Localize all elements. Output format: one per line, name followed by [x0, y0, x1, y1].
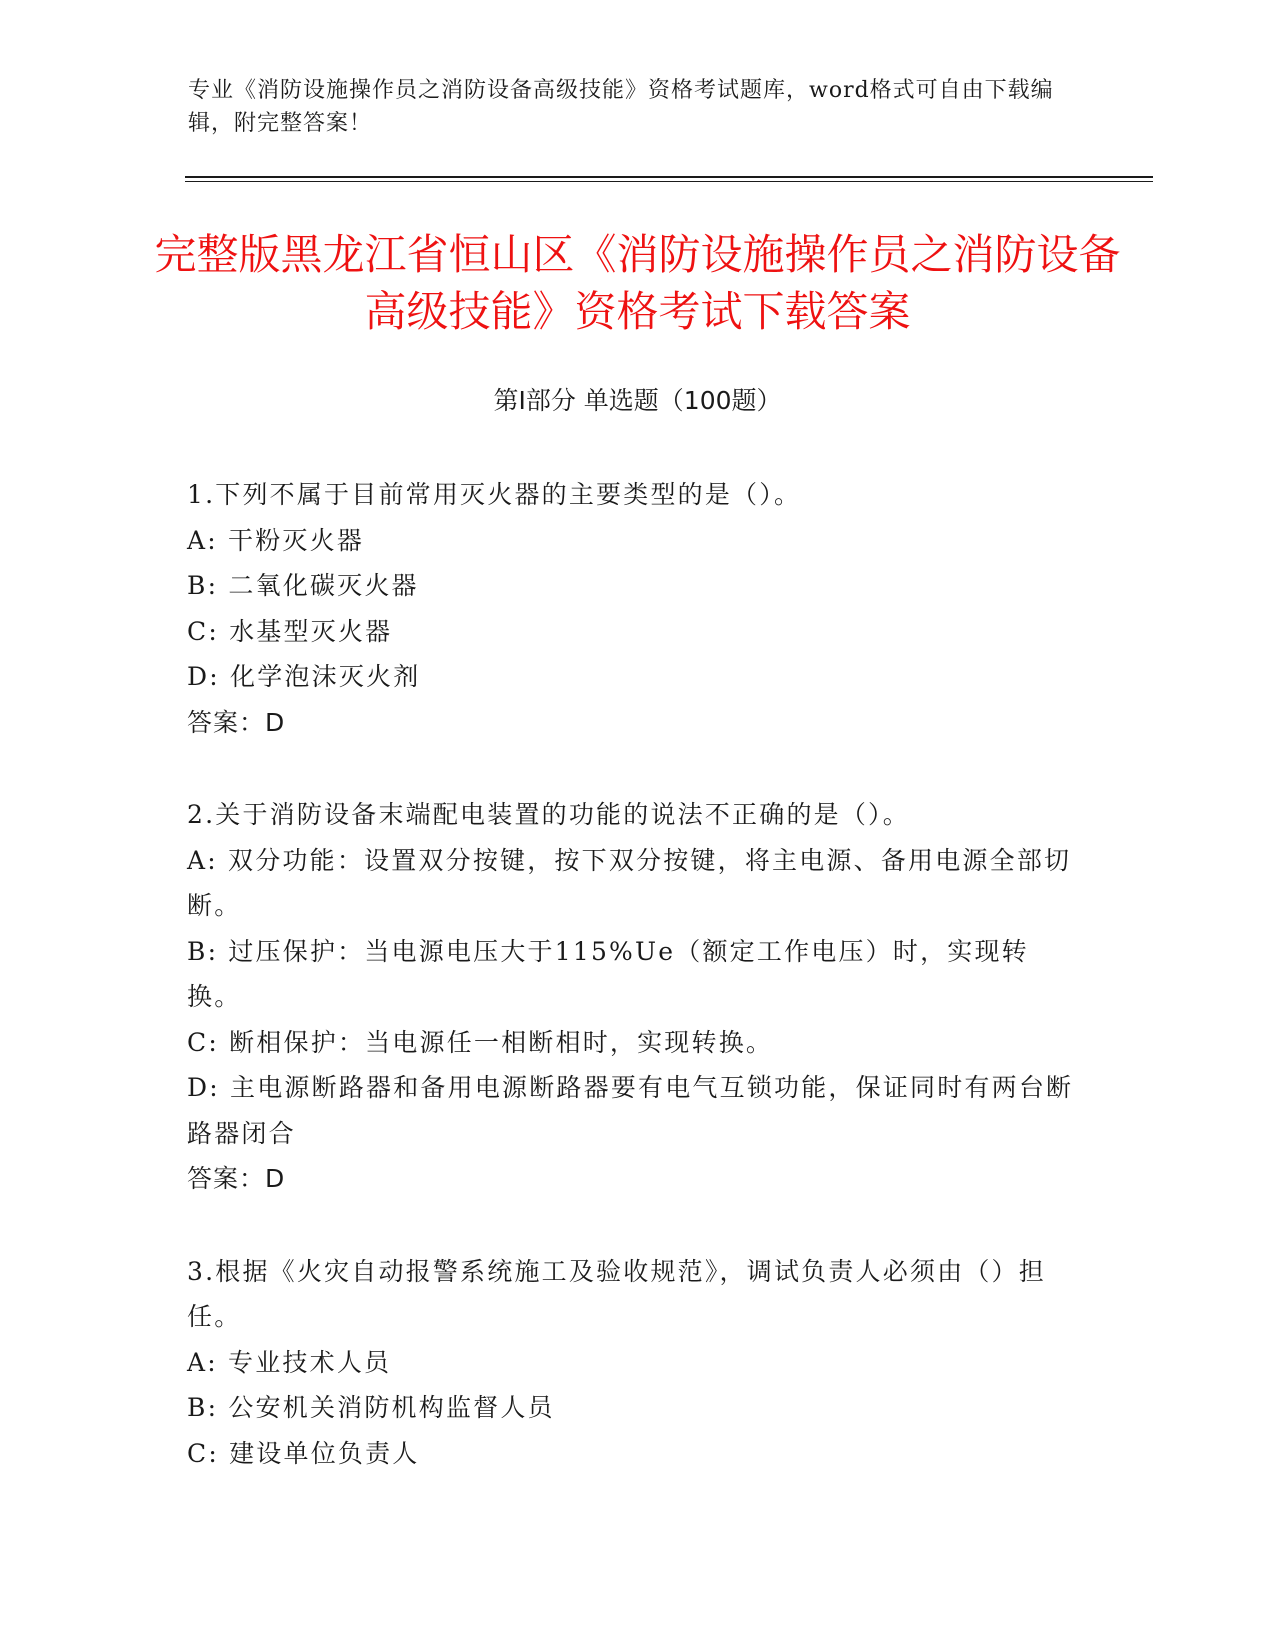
question-list: [187, 472, 1082, 1523]
answer-line: 答案：D: [187, 707, 286, 737]
option-b: B: 公安机关消防机构监督人员: [187, 1393, 555, 1422]
header-note: 专业《消防设施操作员之消防设备高级技能》资格考试题库，word格式可自由下载编辑，附完整答案！: [188, 78, 1054, 136]
option-d: D: 化学泡沫灭火剂: [187, 662, 421, 691]
option-b: B: 二氧化碳灭火器: [187, 571, 419, 600]
section-title: 第Ⅰ部分 单选题（100题）: [493, 386, 782, 415]
question-1: [187, 472, 1082, 745]
option-c: C: 建设单位负责人: [187, 1438, 420, 1468]
option-a: A: 双分功能：设置双分按键，按下双分按键，将主电源、备用电源全部切断。: [187, 845, 1072, 920]
question-2: [187, 792, 1082, 1202]
option-d: D: 主电源断路器和备用电源断路器要有电气互锁功能，保证同时有两台断路器闭合: [187, 1073, 1074, 1148]
answer-line: 答案：D: [187, 1164, 286, 1193]
document-title: 完整版黑龙江省恒山区《消防设施操作员之消防设备高级技能》资格考试下载答案: [154, 230, 1121, 336]
option-b: B: 过压保护：当电源电压大于115%Ue（额定工作电压）时，实现转换。: [187, 936, 1029, 1011]
option-a: A: 专业技术人员: [187, 1347, 392, 1377]
header-divider-thin: [185, 181, 1153, 182]
question-stem: 3.根据《火灾自动报警系统施工及验收规范》，调试负责人必须由（）担任。: [187, 1256, 1046, 1331]
option-c: C: 断相保护：当电源任一相断相时，实现转换。: [187, 1027, 774, 1057]
question-3: [187, 1249, 1082, 1477]
question-stem: 2.关于消防设备末端配电装置的功能的说法不正确的是（）。: [187, 800, 910, 829]
header-divider-thick: [185, 176, 1153, 178]
option-c: C: 水基型灭火器: [187, 616, 393, 646]
option-a: A: 干粉灭火器: [187, 525, 365, 555]
question-stem: 1.下列不属于目前常用灭火器的主要类型的是（）。: [187, 480, 802, 509]
